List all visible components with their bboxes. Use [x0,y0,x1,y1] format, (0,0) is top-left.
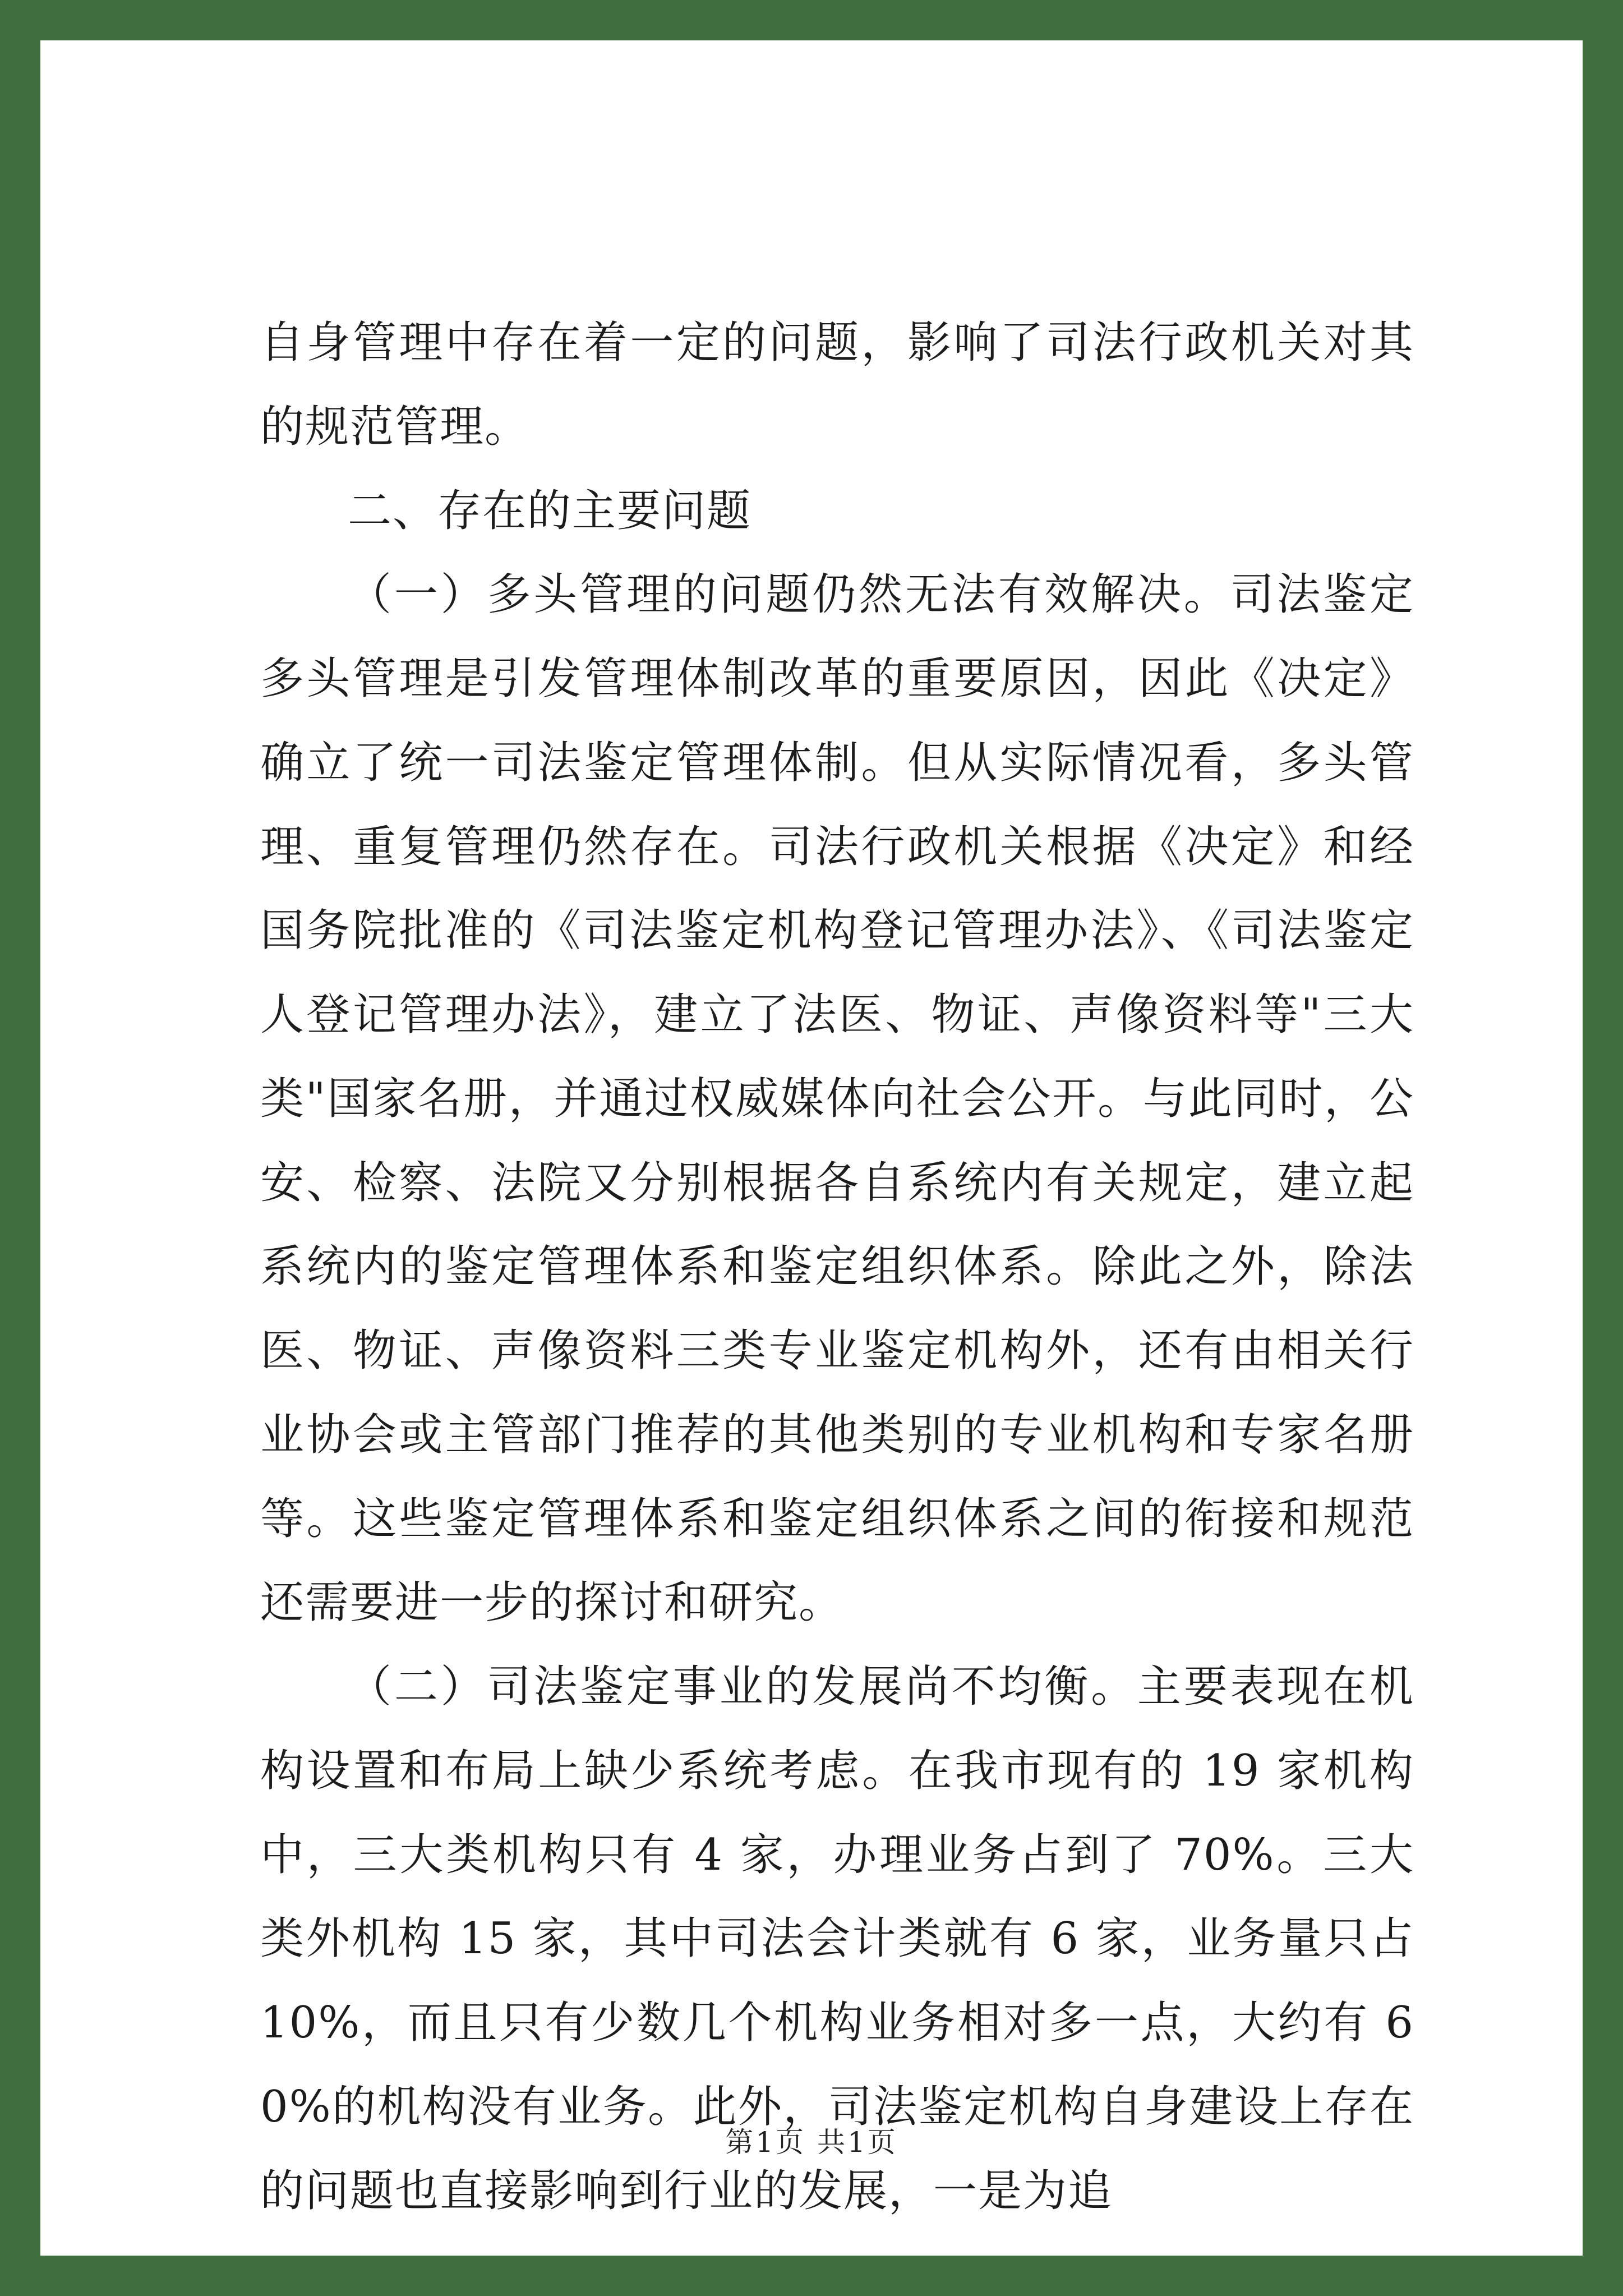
page-footer: 第1页 共1页 [725,2126,898,2159]
document-body [260,301,1414,2233]
paragraph: 自身管理中存在着一定的问题，影响了司法行政机关对其的规范管理。 [260,318,1414,452]
document-page [40,40,1583,2256]
paragraph: 二、存在的主要问题 [348,485,752,536]
paragraph: （二）司法鉴定事业的发展尚不均衡。主要表现在机构设置和布局上缺少系统考虑。在我市现有的 19 家机构中，三大类机构只有 4 家，办理业务占到了 70%。三大类外机构 15 家，其中司法会计类就有 6 家，业务量只占 10%，而且只有少数几个机构业务相对多一点，大约有 60%的机构没有业务。此外，司法鉴定机构自身建设上存在的问题也直接影响到行业的发展，一是为追 [260,1662,1414,2216]
paragraph: （一）多头管理的问题仍然无法有效解决。司法鉴定多头管理是引发管理体制改革的重要原因，因此《决定》确立了统一司法鉴定管理体制。但从实际情况看，多头管理、重复管理仍然存在。司法行政机关根据《决定》和经国务院批准的《司法鉴定机构登记管理办法》、《司法鉴定人登记管理办法》，建立了法医、物证、声像资料等"三大类"国家名册，并通过权威媒体向社会公开。与此同时，公安、检察、法院又分别根据各自系统内有关规定，建立起系统内的鉴定管理体系和鉴定组织体系。除此之外，除法医、物证、声像资料三类专业鉴定机构外，还有由相关行业协会或主管部门推荐的其他类别的专业机构和专家名册等。这些鉴定管理体系和鉴定组织体系之间的衔接和规范还需要进一步的探讨和研究。 [260,569,1414,1628]
